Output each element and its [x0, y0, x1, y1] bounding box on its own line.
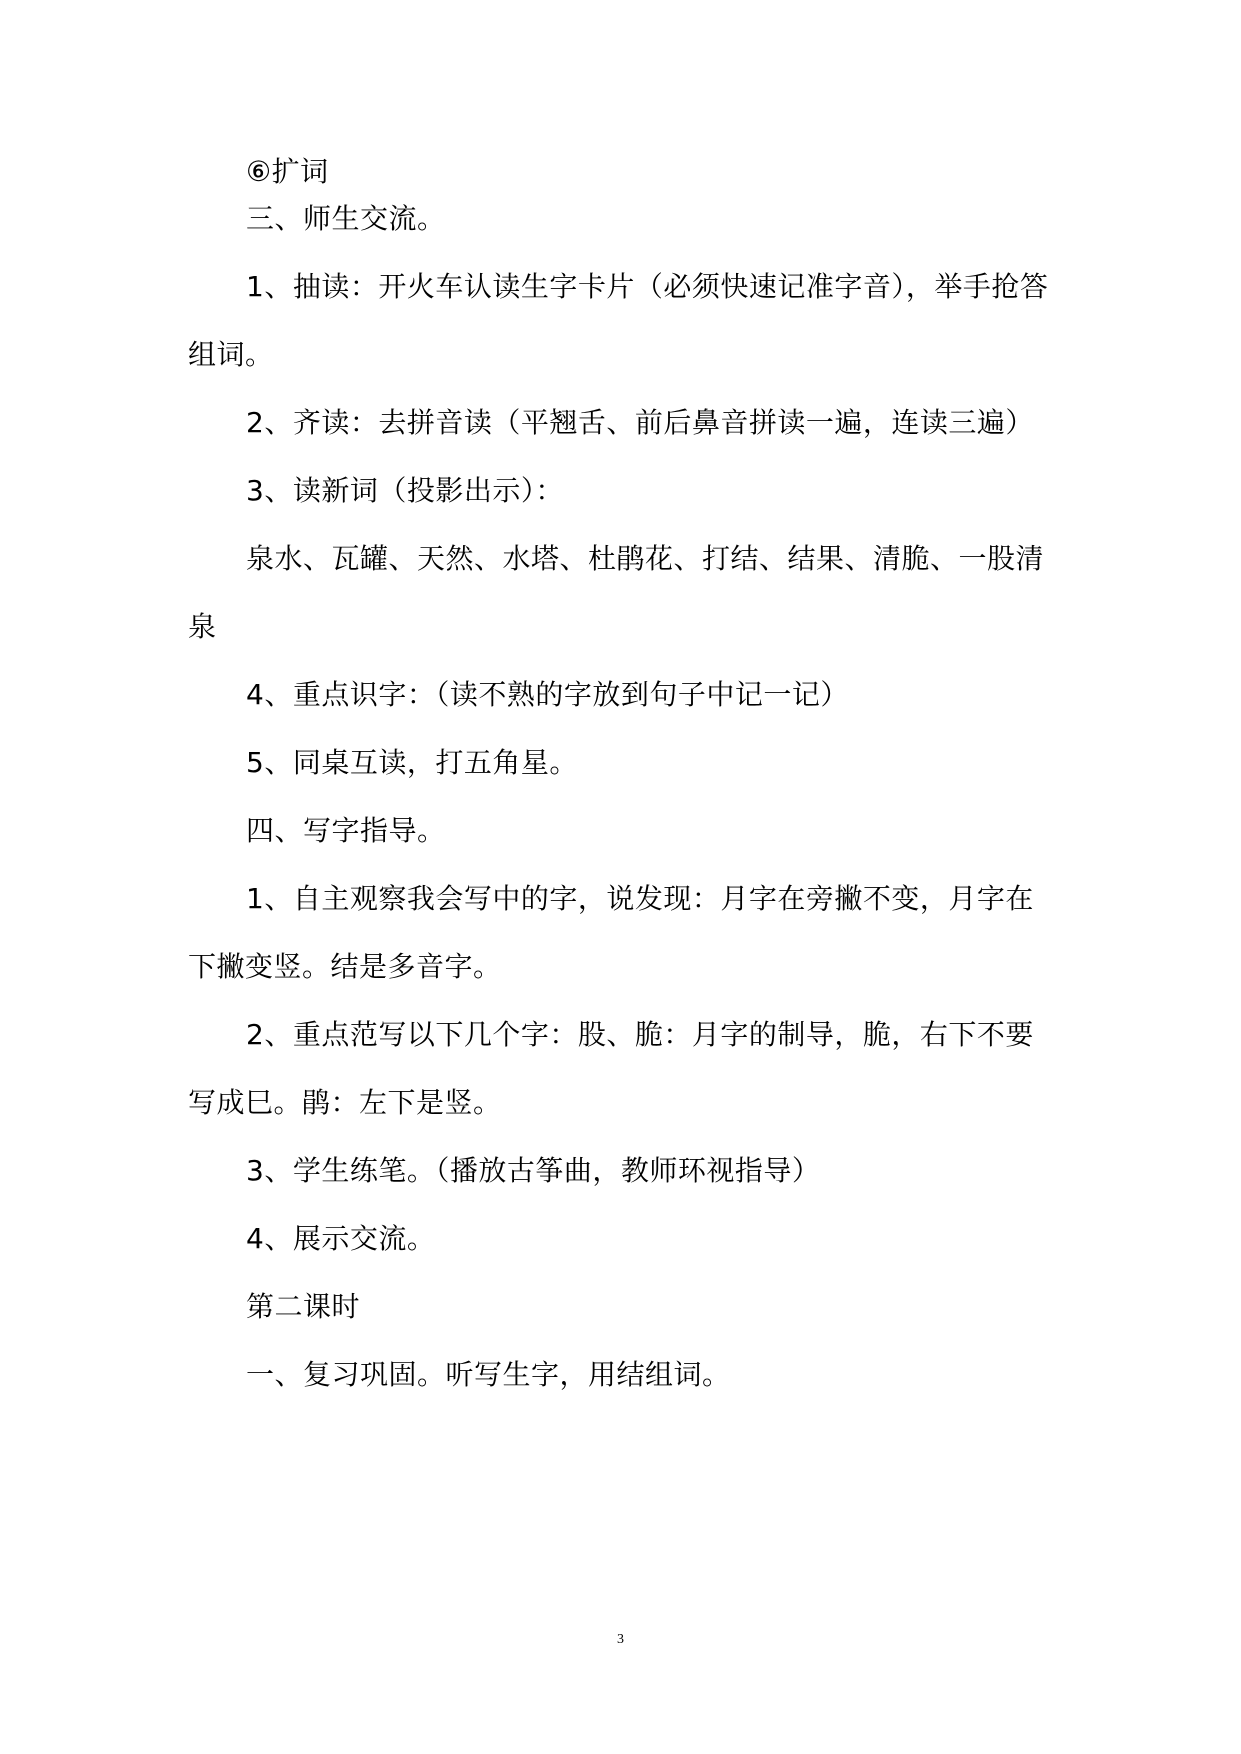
section-heading-exchange: 三、师生交流。 [246, 202, 446, 235]
paragraph-review: 一、复习巩固。听写生字，用结组词。 [246, 1358, 731, 1391]
paragraph-step-5: 5、同桌互读，打五角星。 [246, 746, 578, 779]
paragraph-step-1-continued: 组词。 [188, 338, 274, 371]
paragraph-writing-2-continued: 写成巳。鹃：左下是竖。 [188, 1086, 502, 1119]
page-number: 3 [617, 1632, 624, 1647]
paragraph-writing-3: 3、学生练笔。（播放古筝曲，教师环视指导） [246, 1154, 821, 1187]
paragraph-step-4: 4、重点识字：（读不熟的字放到句子中记一记） [246, 678, 849, 711]
paragraph-writing-1: 1、自主观察我会写中的字，说发现：月字在旁撇不变，月字在 [246, 882, 1034, 915]
section-heading-second-lesson: 第二课时 [246, 1290, 361, 1323]
paragraph-writing-4: 4、展示交流。 [246, 1222, 436, 1255]
paragraph-step-3: 3、读新词（投影出示）： [246, 474, 564, 507]
paragraph-step-1: 1、抽读：开火车认读生字卡片（必须快速记准字音），举手抢答 [246, 270, 1049, 303]
paragraph-step-2: 2、齐读：去拼音读（平翘舌、前后鼻音拼读一遍，连读三遍） [246, 406, 1034, 439]
paragraph-new-words: 泉水、瓦罐、天然、水塔、杜鹃花、打结、结果、清脆、一股清 [246, 542, 1045, 575]
paragraph-writing-2: 2、重点范写以下几个字：股、脆：月字的制导，脆，右下不要 [246, 1018, 1034, 1051]
paragraph-writing-1-continued: 下撇变竖。结是多音字。 [188, 950, 502, 983]
section-heading-writing: 四、写字指导。 [246, 814, 446, 847]
paragraph-new-words-continued: 泉 [188, 610, 217, 643]
paragraph-expand-words: ⑥扩词 [246, 155, 329, 188]
